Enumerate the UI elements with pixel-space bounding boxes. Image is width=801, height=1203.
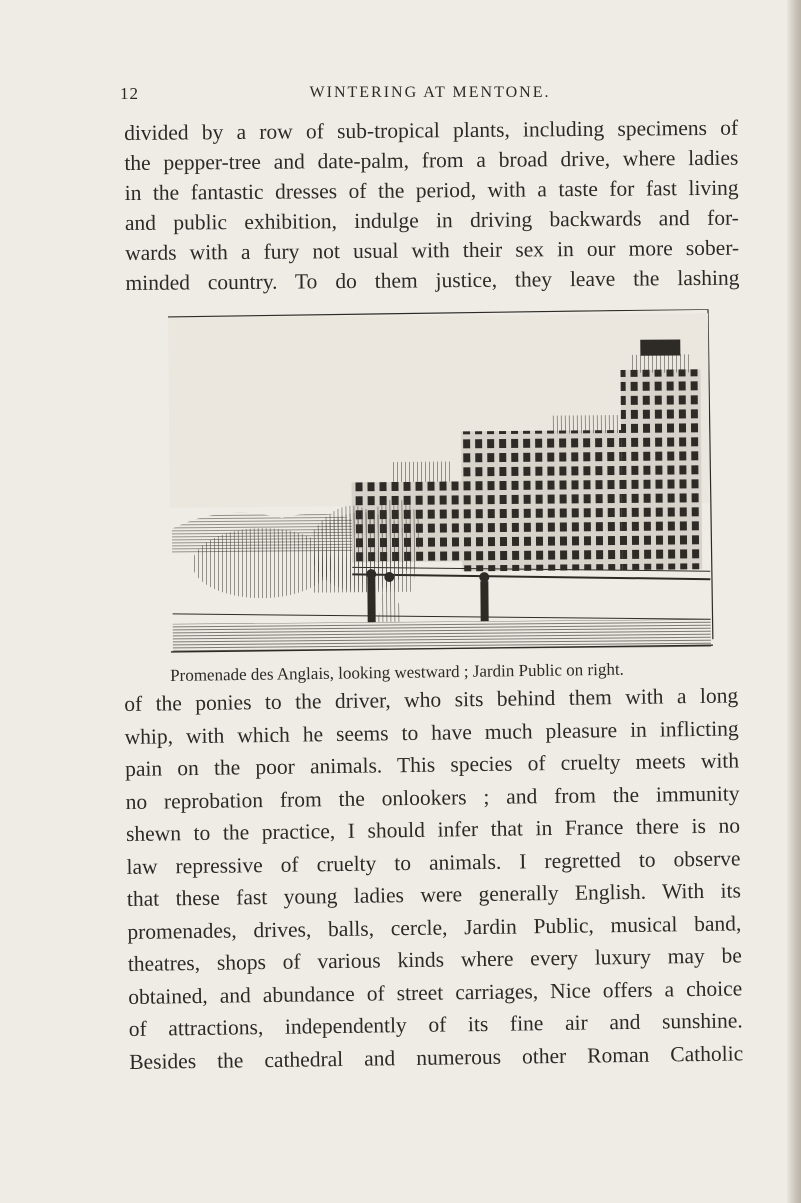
text-line: no reprobation from the onlookers ; and from the immunity [125, 780, 740, 814]
paragraph-top [124, 113, 740, 298]
text-line: the pepper-tree and date-palm, from a broad drive, where ladies [124, 145, 739, 175]
text-line: divided by a row of sub-tropical plants, including specimens of [124, 115, 739, 145]
text-line: law repressive of cruelty to animals. I regretted to observe [126, 845, 741, 879]
page-edge-shadow [787, 0, 801, 1203]
figure-caption: Promenade des Anglais, looking westward ; Jardin Public on right. [170, 659, 624, 685]
page-number: 12 [120, 84, 139, 103]
text-line: minded country. To do them justice, they leave the lashing [125, 265, 740, 295]
engraving-illustration [160, 309, 723, 664]
text-line: wards with a fury not usual with their sex in our more sober- [125, 235, 740, 265]
text-line: obtained, and abundance of street carriages, Nice offers a choice [128, 975, 743, 1009]
promenade-engraving [160, 309, 723, 659]
text-line: of attractions, independently of its fine air and sunshine. [128, 1008, 743, 1041]
text-line: theatres, shops of various kinds where every luxury may be [127, 943, 742, 976]
text-line: pain on the poor animals. This species of cruelty meets with [124, 748, 740, 781]
text-line: in the fantastic dresses of the period, with a taste for fast living [124, 175, 739, 205]
text-line: whip, with which he seems to have much pleasure in inflicting [124, 715, 739, 749]
text-line: shewn to the practice, I should infer that in France there is no [125, 813, 741, 846]
paragraph-bottom [124, 679, 743, 1078]
text-line: and public exhibition, indulge in driving backwards and for- [124, 205, 739, 235]
page-header [120, 84, 740, 106]
text-line: of the ponies to the driver, who sits behind them with a long [124, 683, 739, 716]
running-title: WINTERING AT MENTONE. [309, 84, 551, 101]
text-line: Besides the cathedral and numerous other Roman Catholic [129, 1040, 744, 1074]
text-line: that these fast young ladies were generally English. With its [126, 878, 742, 911]
text-line: promenades, drives, balls, cercle, Jardin Public, musical band, [127, 910, 742, 944]
